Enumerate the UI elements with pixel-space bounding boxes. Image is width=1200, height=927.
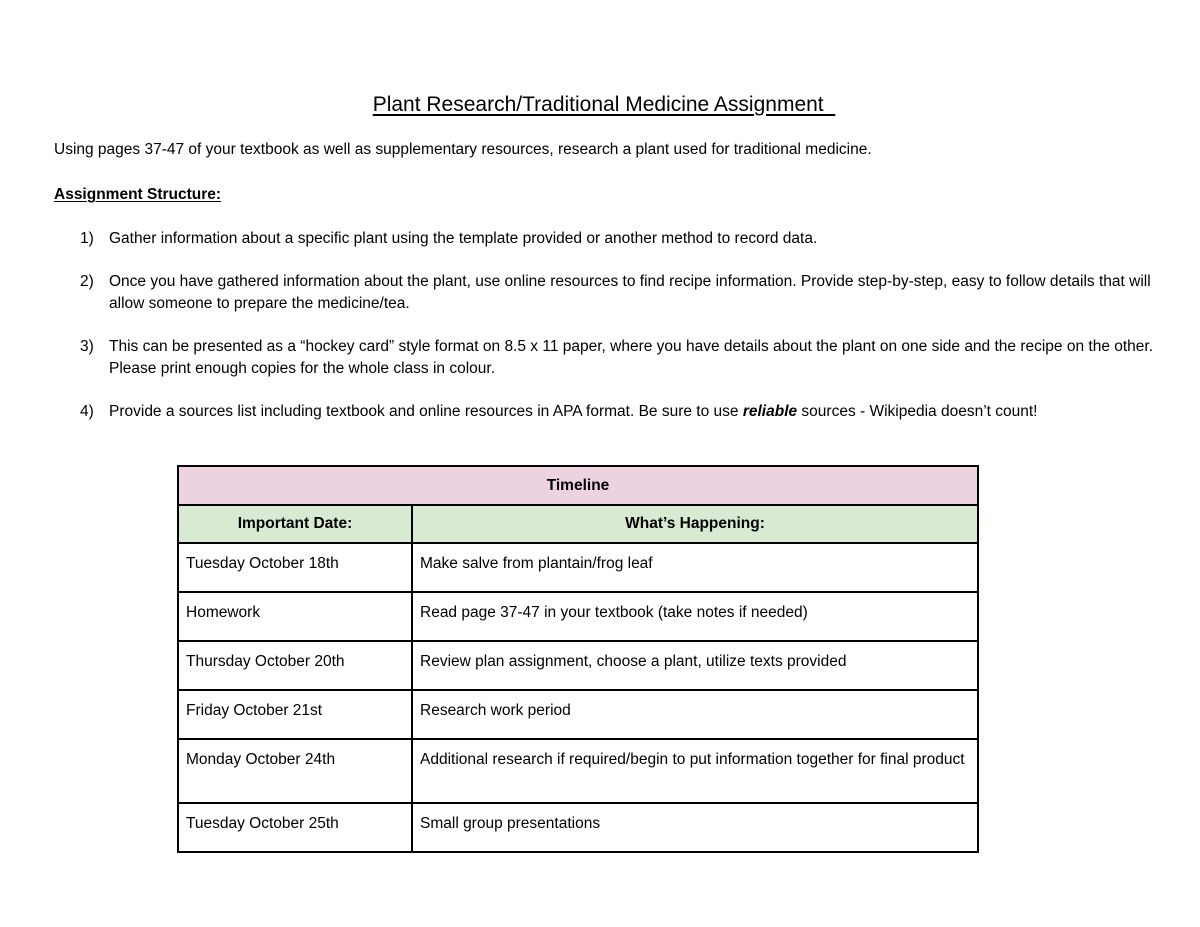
step-number: 4) <box>80 403 94 420</box>
step-item <box>54 228 1154 250</box>
step-text: Gather information about a specific plant using the template provided or another method to record data. <box>109 230 818 247</box>
column-header-event: What’s Happening: <box>412 505 978 543</box>
table-row <box>178 592 978 641</box>
step-number: 1) <box>80 230 94 247</box>
table-row <box>178 690 978 739</box>
step-number: 3) <box>80 338 94 355</box>
step-text-before: Provide a sources list including textbook and online resources in APA format. Be sure to use <box>109 403 743 420</box>
date-cell: Thursday October 20th <box>178 641 412 690</box>
table-row <box>178 641 978 690</box>
section-heading: Assignment Structure: <box>54 186 222 203</box>
page-title: Plant Research/Traditional Medicine Assignment <box>372 93 836 116</box>
step-text-after: sources - Wikipedia doesn’t count! <box>797 403 1038 420</box>
step-item <box>54 401 1154 423</box>
timeline-title-row <box>178 466 978 505</box>
step-text: Once you have gathered information about the plant, use online resources to find recipe information. Provide step-by-step, easy to follow details that will allow someone to prepare the medicine/tea. <box>109 273 1151 312</box>
event-cell: Review plan assignment, choose a plant, utilize texts provided <box>412 641 978 690</box>
step-item <box>54 271 1154 315</box>
step-text: This can be presented as a “hockey card” style format on 8.5 x 11 paper, where you have details about the plant on one side and the recipe on the other. Please print enough copies for the whole class in colour. <box>109 338 1154 377</box>
table-row <box>178 543 978 592</box>
column-header-date: Important Date: <box>178 505 412 543</box>
event-cell: Small group presentations <box>412 803 978 852</box>
date-cell: Tuesday October 18th <box>178 543 412 592</box>
assignment-steps-list <box>54 228 1154 444</box>
step-number: 2) <box>80 273 94 290</box>
timeline-table <box>177 465 979 853</box>
event-cell: Read page 37-47 in your textbook (take notes if needed) <box>412 592 978 641</box>
intro-text: Using pages 37-47 of your textbook as well as supplementary resources, research a plant used for traditional medicine. <box>54 141 872 158</box>
step-text-emphasis: reliable <box>742 403 798 420</box>
table-row <box>178 739 978 803</box>
timeline-header-row <box>178 505 978 543</box>
date-cell: Tuesday October 25th <box>178 803 412 852</box>
date-cell: Homework <box>178 592 412 641</box>
event-cell: Make salve from plantain/frog leaf <box>412 543 978 592</box>
table-row <box>178 803 978 852</box>
step-text <box>109 403 1038 420</box>
step-item <box>54 336 1154 380</box>
date-cell: Friday October 21st <box>178 690 412 739</box>
date-cell: Monday October 24th <box>178 739 412 803</box>
timeline-title: Timeline <box>178 466 978 505</box>
event-cell: Research work period <box>412 690 978 739</box>
event-cell: Additional research if required/begin to put information together for final product <box>412 739 978 803</box>
